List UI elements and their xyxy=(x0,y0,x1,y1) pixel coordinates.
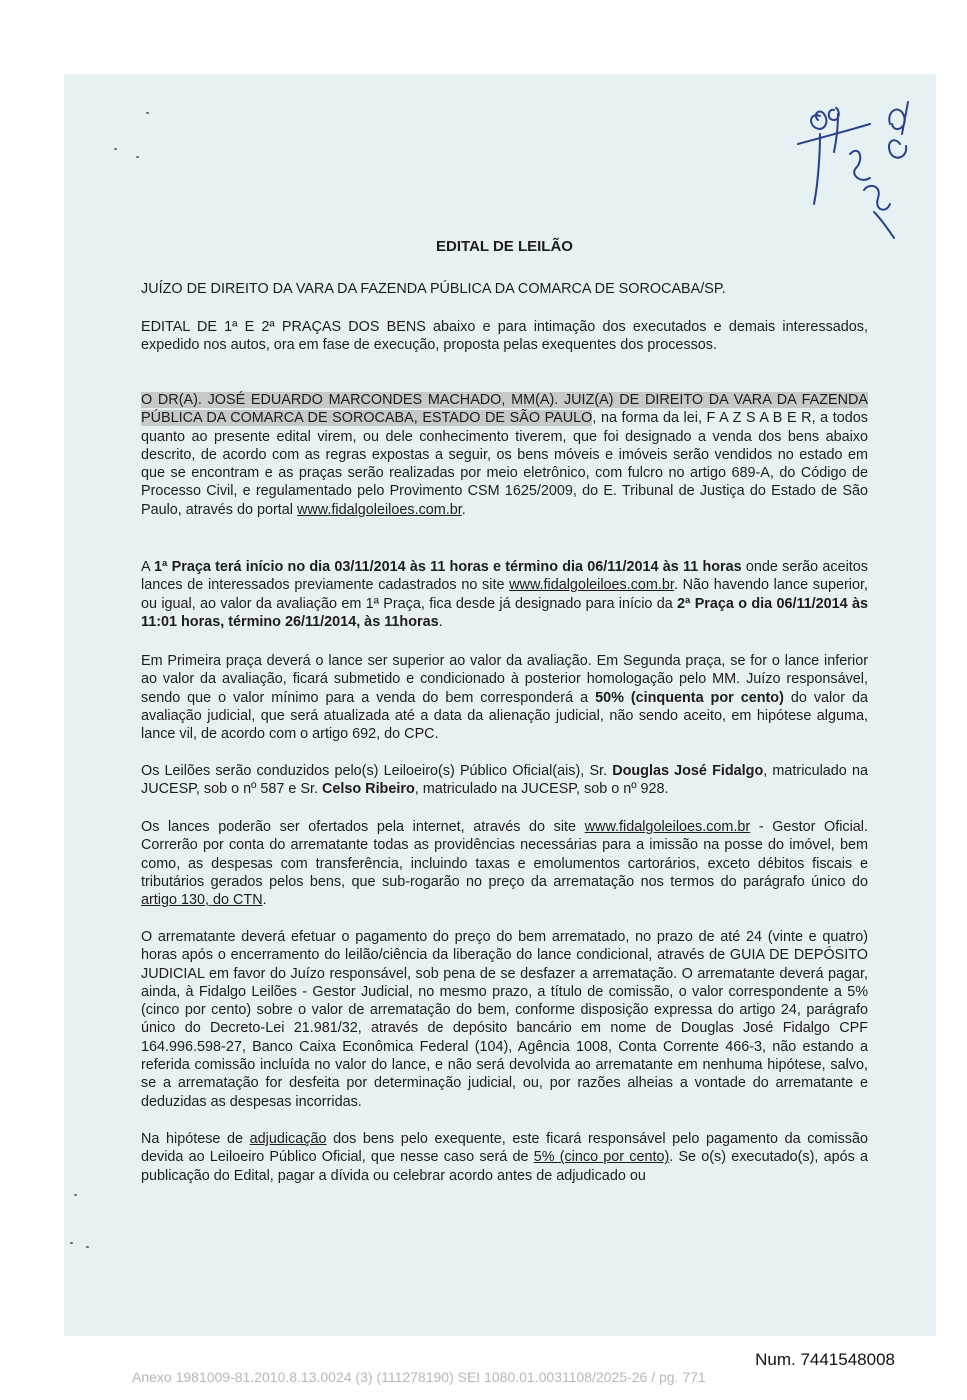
scan-speck xyxy=(70,1242,73,1244)
commission-rate: 5% (cinco por cento) xyxy=(533,1149,670,1166)
auction-dates-paragraph: A 1ª Praça terá início no dia 03/11/2014 às 11 horas e término dia 06/11/2014 às 11 horas onde serão aceitos lances de interessados previamente cadastrados no site www.fidalgoleiloes.com.br. Não havendo lance superior, ou igual, ao valor da avaliação em 1ª Praça, fica desde já designado para início da 2ª Praça o dia 06/11/2014 às 11:01 horas, término 26/11/2014, às 11horas. xyxy=(141,559,868,630)
document-title: EDITAL DE LEILÃO xyxy=(436,238,573,255)
payment-paragraph: O arrematante deverá efetuar o pagamento do preço do bem arrematado, no prazo de até 24 (vinte e quatro) horas após o encerramento do leilão/ciência da liberação do lance condicional, através de GUIA DE DEPÓSITO JUDICIAL em favor do Juízo responsável, sob pena de se desfazer a arrematação. O arrematante deverá pagar, ainda, à Fidalgo Leilões - Gestor Judicial, no mesmo prazo, a título de comissão, o valor correspondente a 5% (cinco por cento) sobre o valor de arrematação do bem, conforme disposição expressa do artigo 24, parágrafo único do Decreto-Lei 21.981/32, através de depósito bancário em nome de Douglas José Fidalgo CPF 164.996.598-27, Banco Caixa Econômica Federal (104), Agência 1008, Conta Corrente 466-3, não estando a referida comissão incluída no valor do lance, e não será devolvida ao arrematante em nenhuma hipótese, salvo, se a arrematação for desfeita por determinação judicial, ou, por razões alheias a vontade do arrematante e deduzidas as despesas incorridas. xyxy=(141,929,868,1110)
scan-speck xyxy=(146,112,149,114)
adjudication-term: adjudicação xyxy=(249,1131,327,1147)
scan-speck xyxy=(136,156,139,158)
site-link[interactable]: www.fidalgoleiloes.com.br xyxy=(509,577,674,594)
document-number: Num. 7441548008 xyxy=(755,1350,895,1369)
adjudication-paragraph: Na hipótese de adjudicação dos bens pelo exequente, este ficará responsável pelo pagamento da comissão devida ao Leiloeiro Público Oficial, que nesse caso será de 5% (cinco por cento). Se o(s) executado(s), após a publicação do Edital, pagar a dívida ou celebrar acordo antes de adjudicado ou xyxy=(141,1131,868,1184)
auctioneer-name-1: Douglas José Fidalgo xyxy=(612,763,764,779)
scan-speck xyxy=(86,1246,89,1248)
judge-paragraph: O DR(A). JOSÉ EDUARDO MARCONDES MACHADO, MM(A). JUIZ(A) DE DIREITO DA VARA DA FAZENDA PÚBLICA DA COMARCA DE SOROCABA, ESTADO DE SÃO PAULO, na forma da lei, F A Z S A B E R, a todos quanto ao presente edital virem, ou dele conhecimento tiverem, que foi designado a venda dos bens abaixo descrito, de acordo com as regras expostas a seguir, os bens móveis e imóveis serão vendidos no estado em que se encontram e as praças serão realizadas por meio eletrônico, com fulcro no artigo 689-A, do Código de Processo Civil, e regulamentado pelo Provimento CSM 1625/2009, do E. Tribunal de Justiça do Estado de São Paulo, através do portal www.fidalgoleiloes.com.br. xyxy=(141,392,868,518)
auctioneer-name-2: Celso Ribeiro xyxy=(321,781,415,798)
bids-site-link[interactable]: www.fidalgoleiloes.com.br xyxy=(584,819,751,835)
court-heading: JUÍZO DE DIREITO DA VARA DA FAZENDA PÚBLICA DA COMARCA DE SOROCABA/SP. xyxy=(141,281,726,297)
minimum-percentage: 50% (cinquenta por cento) xyxy=(595,689,784,706)
first-auction-dates: 1ª Praça terá início no dia 03/11/2014 às 11 horas e término dia 06/11/2014 às 11 horas xyxy=(154,559,742,575)
intro-paragraph: EDITAL DE 1ª E 2ª PRAÇAS DOS BENS abaixo e para intimação dos executados e demais interessados, expedido nos autos, ora em fase de execução, proposta pelas exequentes dos processos. xyxy=(141,319,868,354)
annex-reference: Anexo 1981009-81.2010.8.13.0024 (3) (111278190) SEI 1080.01.0031108/2025-26 / pg. 771 xyxy=(132,1369,706,1385)
judge-highlight: O DR(A). JOSÉ EDUARDO MARCONDES MACHADO, MM(A). JUIZ(A) DE DIREITO DA VARA DA FAZENDA PÚBLICA DA COMARCA DE SOROCABA, ESTADO DE SÃO PAULO xyxy=(141,392,868,427)
second-auction-dates: 2ª Praça o dia 06/11/2014 às 11:01 horas, término 26/11/2014, às 11horas xyxy=(141,595,868,630)
bids-paragraph: Os lances poderão ser ofertados pela internet, através do site www.fidalgoleiloes.com.br - Gestor Oficial. Correrão por conta do arrematante todas as providências necessárias para a imissão na posse do imóvel, bem como, as despesas com transferência, incluindo taxas e emolumentos cartorários, exceto débitos fiscais e tributários gerados pelos bens, que sub-rogarão no preço da arrematação nos termos do parágrafo único do artigo 130, do CTN. xyxy=(141,819,868,909)
scan-speck xyxy=(114,148,117,150)
ctn-article: artigo 130, do CTN xyxy=(141,892,263,909)
handwritten-signatures xyxy=(790,94,930,244)
auctioneers-paragraph: Os Leilões serão conduzidos pelo(s) Leiloeiro(s) Público Oficial(ais), Sr. Douglas José Fidalgo, matriculado na JUCESP, sob o nº 587 e Sr. Celso Ribeiro, matriculado na JUCESP, sob o nº 928. xyxy=(141,763,868,798)
scan-speck xyxy=(74,1194,77,1196)
minimum-bid-paragraph: Em Primeira praça deverá o lance ser superior ao valor da avaliação. Em Segunda praça, se for o lance inferior ao valor da avaliação, ficará submetido e condicionado à posterior homologação pelo MM. Juízo responsável, sendo que o valor mínimo para a venda do bem corresponderá a 50% (cinquenta por cento) do valor da avaliação judicial, que será atualizada até a data da alienação judicial, não sendo aceito, em hipótese alguma, lance vil, de acordo com o artigo 692, do CPC. xyxy=(141,653,869,743)
portal-link[interactable]: www.fidalgoleiloes.com.br xyxy=(297,501,462,518)
